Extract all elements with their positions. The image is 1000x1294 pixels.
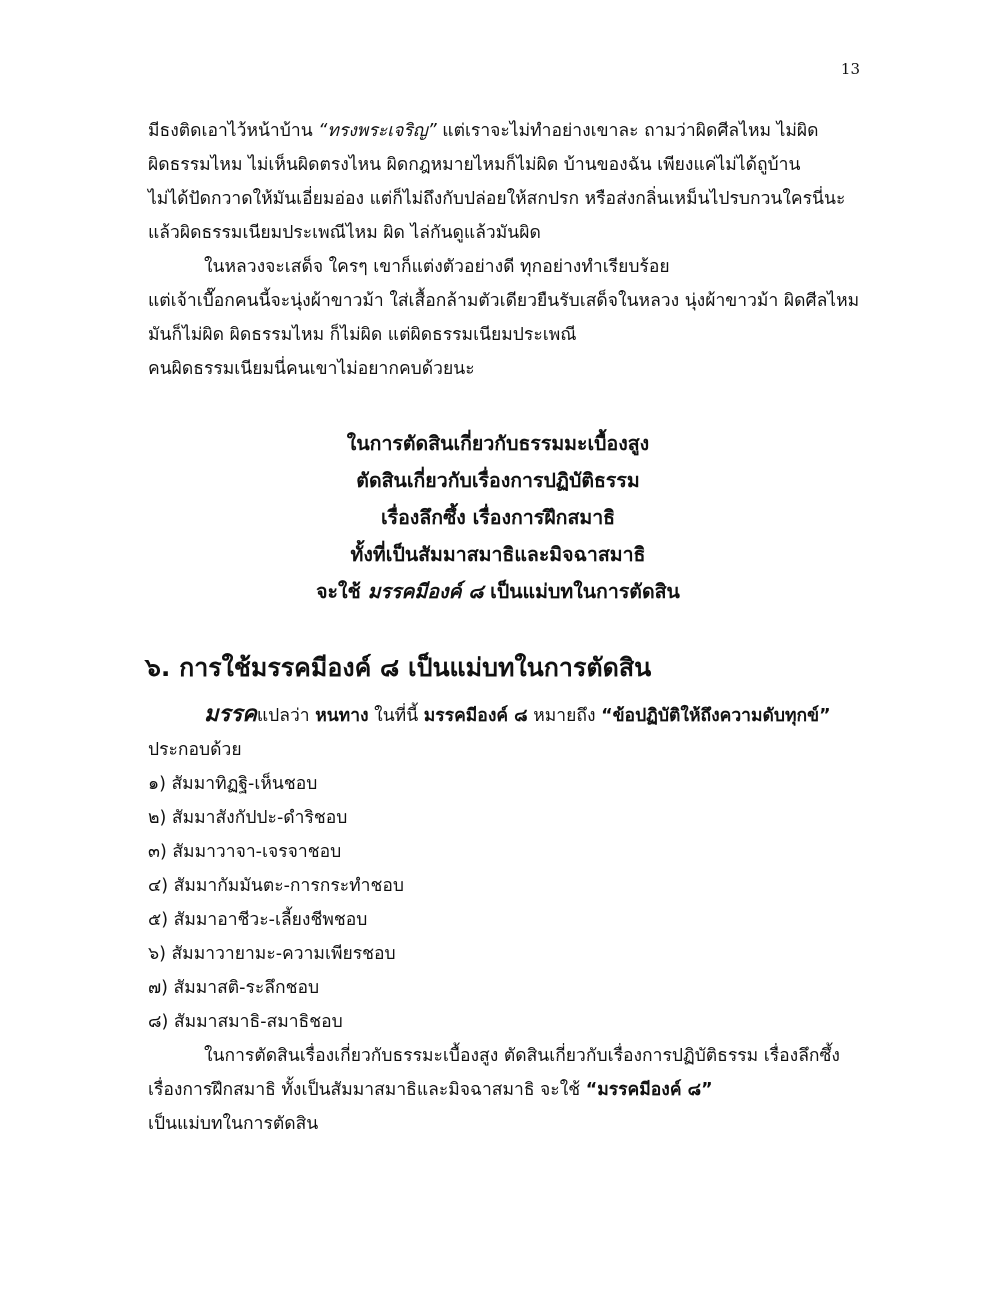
text-run: แปลว่า [256, 706, 316, 726]
paragraph-line [148, 114, 848, 148]
text-run: เป็นแม่บทในการตัดสิน [483, 580, 680, 603]
definition-line [148, 698, 848, 733]
consists-of-label: ประกอบด้วย [148, 740, 242, 760]
defined-term: มรรค [204, 702, 257, 727]
page-number: 13 [840, 60, 860, 78]
list-item: ๕) สัมมาอาชีวะ-เลี้ยงชีพชอบ [148, 910, 368, 930]
bold-run: มรรคมีองค์ ๘ [423, 706, 528, 726]
list-item: ๘) สัมมาสมาธิ-สมาธิชอบ [148, 1012, 343, 1032]
text-run: มีธงติดเอาไว้หน้าบ้าน [148, 121, 319, 141]
centered-line [148, 573, 848, 610]
paragraph-line: แล้วผิดธรรมเนียมประเพณีไหม ผิด ไล่กันดูแล้วมันผิด [148, 223, 541, 243]
paragraph-line: แต่เจ้าเบื๊อกคนนี้จะนุ่งผ้าขาวม้า ใส่เสื้อกล้ามตัวเดียวยืนรับเสด็จในหลวง นุ่งผ้าขาวม้า ผิดศีลไหม [148, 291, 860, 311]
section-heading: ๖. การใช้มรรคมีองค์ ๘ เป็นแม่บทในการตัดสิน [145, 653, 652, 682]
paragraph-line: มันก็ไม่ผิด ผิดธรรมไหม ก็ไม่ผิด แต่ผิดธรรมเนียมประเพณี [148, 325, 577, 345]
bold-run: “ข้อปฏิบัติให้ถึงความดับทุกข์” [601, 706, 831, 726]
bold-run: “มรรคมีองค์ ๘” [585, 1080, 713, 1100]
centered-line: เรื่องลึกซึ้ง เรื่องการฝึกสมาธิ [380, 506, 616, 529]
conclusion-line [148, 1073, 848, 1107]
text-run: หมายถึง [527, 706, 602, 726]
list-item: ๓) สัมมาวาจา-เจรจาชอบ [148, 842, 342, 862]
centered-emphasis-block [148, 425, 848, 610]
conclusion-line: ในการตัดสินเรื่องเกี่ยวกับธรรมะเบื้องสูง ตัดสินเกี่ยวกับเรื่องการปฏิบัติธรรม เรื่องลึกซึ้ง [204, 1046, 840, 1066]
paragraph-line: ผิดธรรมไหม ไม่เห็นผิดตรงไหน ผิดกฎหมายไหมก็ไม่ผิด บ้านของฉัน เพียงแค่ไม่ได้ถูบ้าน [148, 155, 801, 175]
italic-term: มรรคมีองค์ ๘ [367, 580, 484, 603]
paragraph-line: ในหลวงจะเสด็จ ใครๆ เขาก็แต่งตัวอย่างดี ทุกอย่างทำเรียบร้อย [204, 257, 670, 277]
text-run: จะใช้ [316, 580, 368, 603]
paragraph-1 [148, 114, 848, 250]
list-item: ๑) สัมมาทิฏฐิ-เห็นชอบ [148, 774, 318, 794]
centered-line: ตัดสินเกี่ยวกับเรื่องการปฏิบัติธรรม [356, 469, 640, 492]
bold-run: หนทาง [315, 706, 369, 726]
paragraph-2 [148, 250, 860, 386]
list-item: ๖) สัมมาวายามะ-ความเพียรชอบ [148, 944, 396, 964]
paragraph-line: คนผิดธรรมเนียมนี่คนเขาไม่อยากคบด้วยนะ [148, 359, 475, 379]
text-run: เรื่องการฝึกสมาธิ ทั้งเป็นสัมมาสมาธิและมิจฉาสมาธิ จะใช้ [148, 1080, 586, 1100]
centered-line: ทั้งที่เป็นสัมมาสมาธิและมิจฉาสมาธิ [350, 543, 646, 566]
list-item: ๒) สัมมาสังกัปปะ-ดำริชอบ [148, 808, 348, 828]
quoted-phrase: “ทรงพระเจริญ” [318, 121, 437, 141]
list-item: ๔) สัมมากัมมันตะ-การกระทำชอบ [148, 876, 404, 896]
definition-block [148, 698, 848, 1141]
conclusion-line: เป็นแม่บทในการตัดสิน [148, 1114, 319, 1134]
list-item: ๗) สัมมาสติ-ระลึกชอบ [148, 978, 320, 998]
centered-line: ในการตัดสินเกี่ยวกับธรรมมะเบื้องสูง [346, 432, 650, 455]
text-run: ในที่นี้ [368, 706, 424, 726]
text-run: แต่เราจะไม่ทำอย่างเขาละ ถามว่าผิดศีลไหม ไม่ผิด [436, 121, 819, 141]
paragraph-line: ไม่ได้ปัดกวาดให้มันเอี่ยมอ่อง แต่ก็ไม่ถึงกับปล่อยให้สกปรก หรือส่งกลิ่นเหม็นไปรบกวนใครนี่นะ [148, 189, 846, 209]
